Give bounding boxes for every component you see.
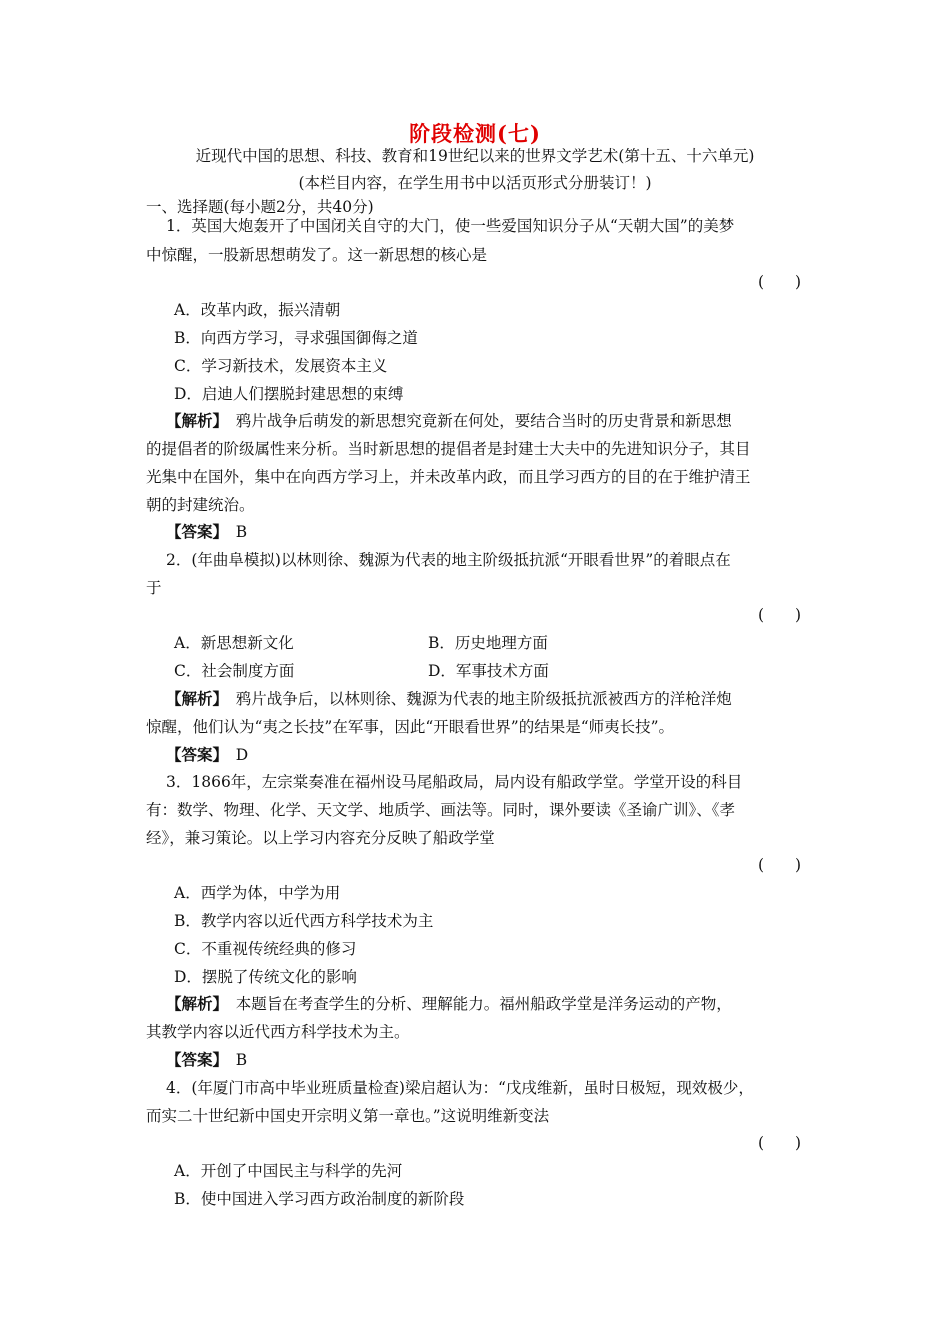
page-title: 阶段检测(七)	[409, 121, 541, 146]
answer-value: B	[220, 523, 248, 541]
q2-stem-line1: 2．(年曲阜模拟)以林则徐、魏源为代表的地主阶级抵抗派“开眼看世界”的着眼点在	[166, 551, 731, 569]
answer-value: B	[220, 1051, 248, 1069]
q3-stem-line2: 有：数学、物理、化学、天文学、地质学、画法等。同时，课外要读《圣谕广训》、《孝	[146, 801, 736, 819]
answer-value: D	[220, 746, 249, 764]
q1-analysis-line4: 朝的封建统治。	[146, 496, 255, 514]
answer-tag: 【答案】	[166, 522, 221, 541]
q4-stem-line2: 而实二十世纪新中国史开宗明义第一章也。”这说明维新变法	[146, 1107, 550, 1125]
binding-note: (本栏目内容，在学生用书中以活页形式分册装订！)	[298, 174, 652, 192]
q2-analysis-line1	[166, 688, 732, 710]
q2-option-d: D．军事技术方面	[428, 662, 549, 680]
q3-answer-blank: ( )	[758, 856, 802, 874]
q2-analysis-line2: 惊醒，他们认为“夷之长技”在军事，因此“开眼看世界”的结果是“师夷长技”。	[146, 718, 675, 736]
q1-option-b: B．向西方学习，寻求强国御侮之道	[174, 329, 418, 347]
q2-option-b: B．历史地理方面	[428, 634, 548, 652]
q4-option-b: B．使中国进入学习西方政治制度的新阶段	[174, 1190, 465, 1208]
q3-answer	[166, 1049, 247, 1071]
analysis-tag: 【解析】	[166, 411, 221, 430]
q1-option-c: C．学习新技术，发展资本主义	[174, 357, 388, 375]
q2-option-a: A．新思想新文化	[174, 634, 294, 652]
q3-option-d: D．摆脱了传统文化的影响	[174, 968, 357, 986]
q1-stem-line1: 1．英国大炮轰开了中国闭关自守的大门，使一些爱国知识分子从“天朝大国”的美梦	[166, 217, 735, 235]
q1-stem-line2: 中惊醒，一股新思想萌发了。这一新思想的核心是	[146, 246, 488, 264]
q1-analysis-line2: 的提倡者的阶级属性来分析。当时新思想的提倡者是封建士大夫中的先进知识分子，其目	[146, 440, 751, 458]
q3-option-a: A．西学为体，中学为用	[174, 884, 341, 902]
analysis-tag: 【解析】	[166, 689, 221, 708]
q3-stem-line1: 3．1866年，左宗棠奏准在福州设马尾船政局，局内设有船政学堂。学堂开设的科目	[166, 773, 743, 791]
q1-answer	[166, 521, 247, 543]
q1-analysis-line1	[166, 410, 732, 432]
q2-answer-blank: ( )	[758, 606, 802, 624]
q1-answer-blank: ( )	[758, 273, 802, 291]
analysis-text: 鸦片战争后萌发的新思想究竟新在何处，要结合当时的历史背景和新思想	[220, 412, 732, 430]
q1-option-d: D．启迪人们摆脱封建思想的束缚	[174, 385, 404, 403]
analysis-text: 鸦片战争后，以林则徐、魏源为代表的地主阶级抵抗派被西方的洋枪洋炮	[220, 690, 732, 708]
q3-option-c: C．不重视传统经典的修习	[174, 940, 357, 958]
q2-option-c: C．社会制度方面	[174, 662, 295, 680]
q2-answer	[166, 744, 248, 766]
analysis-tag: 【解析】	[166, 994, 221, 1013]
q3-stem-line3: 经》，兼习策论。以上学习内容充分反映了船政学堂	[146, 829, 495, 847]
analysis-text: 本题旨在考查学生的分析、理解能力。福州船政学堂是洋务运动的产物，	[220, 995, 732, 1013]
q1-option-a: A．改革内政，振兴清朝	[174, 301, 341, 319]
answer-tag: 【答案】	[166, 745, 221, 764]
q4-stem-line1: 4．(年厦门市高中毕业班质量检查)梁启超认为：“戊戌维新，虽时日极短，现效极少，	[166, 1079, 754, 1097]
q2-stem-line2: 于	[146, 579, 162, 597]
q3-analysis-line1	[166, 993, 732, 1015]
section-heading: 一、选择题(每小题2分，共40分)	[146, 198, 374, 216]
q3-analysis-line2: 其教学内容以近代西方科学技术为主。	[146, 1023, 410, 1041]
q3-option-b: B．教学内容以近代西方科学技术为主	[174, 912, 434, 930]
q4-answer-blank: ( )	[758, 1134, 802, 1152]
q1-analysis-line3: 光集中在国外，集中在向西方学习上，并未改革内政，而且学习西方的目的在于维护清王	[146, 468, 751, 486]
q4-option-a: A．开创了中国民主与科学的先河	[174, 1162, 403, 1180]
answer-tag: 【答案】	[166, 1050, 221, 1069]
subtitle: 近现代中国的思想、科技、教育和19世纪以来的世界文学艺术(第十五、十六单元)	[195, 147, 755, 165]
